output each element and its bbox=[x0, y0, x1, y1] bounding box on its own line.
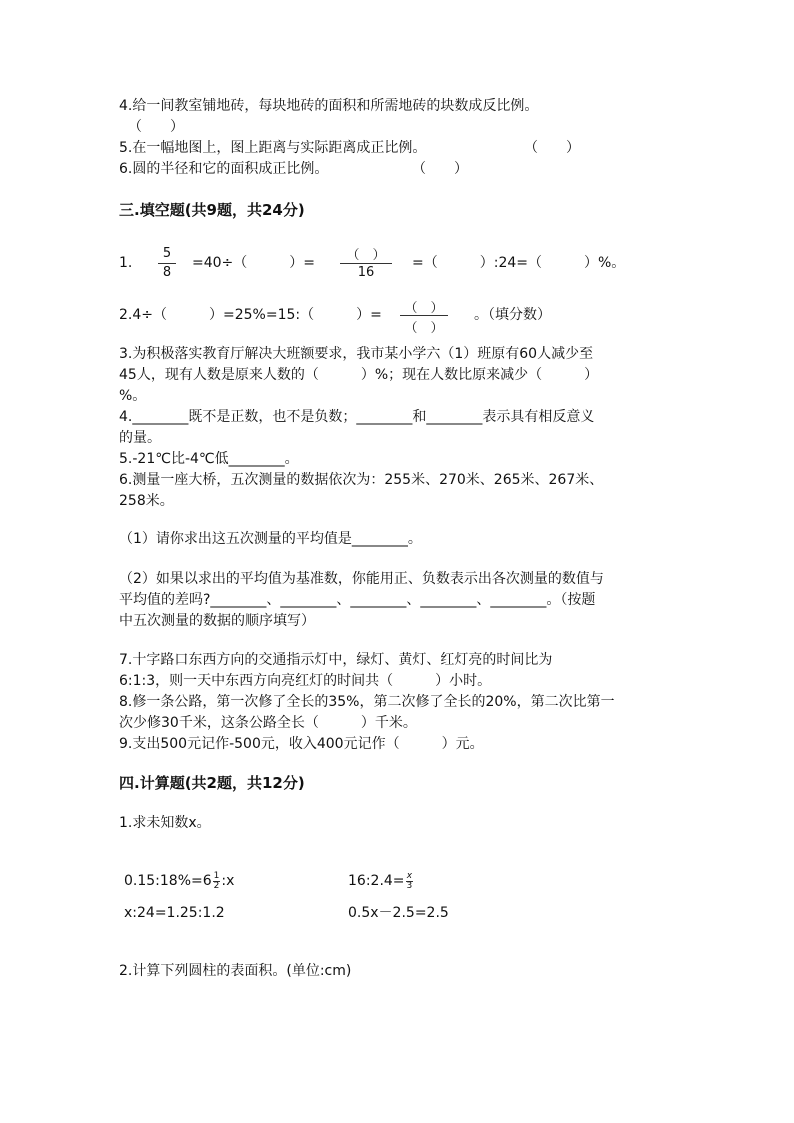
fill-q1-number: 1. bbox=[119, 255, 133, 271]
answer-paren-6: （ ） bbox=[412, 161, 468, 177]
fill-q7-line1: 7.十字路口东西方向的交通指示灯中，绿灯、黄灯、红灯亮的时间比为 bbox=[119, 652, 553, 668]
fill-q4-line1: 4.________既不是正数，也不是负数；________和________表示具有相反意义 bbox=[119, 409, 595, 425]
fill-q2-frac-numerator: （ ） bbox=[404, 301, 444, 316]
question-6-judge: 6.圆的半径和它的面积成正比例。 bbox=[119, 161, 329, 177]
answer-paren-4: （ ） bbox=[128, 119, 184, 135]
fill-q6-sub2-line1: （2）如果以求出的平均值为基准数，你能用正、负数表示出各次测量的数值与 bbox=[119, 571, 604, 587]
fill-q2-part-b: 。（填分数） bbox=[474, 307, 551, 323]
fill-q4-line2: 的量。 bbox=[119, 430, 161, 446]
mixed-fraction bbox=[213, 872, 221, 891]
fraction bbox=[406, 872, 414, 891]
fill-q6-sub2-line2: 平均值的差吗?________、________、________、________、________。（按题 bbox=[119, 592, 596, 608]
fill-q1-frac2-numerator: （ ） bbox=[346, 248, 386, 263]
fill-q1-part-a: =40÷（ ）= bbox=[192, 255, 316, 271]
fill-q6-sub1: （1）请你求出这五次测量的平均值是________。 bbox=[119, 531, 422, 547]
fill-q6-sub2-line3: 中五次测量的数据的顺序填写） bbox=[119, 613, 315, 629]
fill-q1-part-b: =（ ）:24=（ ）%。 bbox=[412, 255, 626, 271]
calc-q1: 1.求未知数x。 bbox=[119, 815, 211, 831]
fill-q8-line2: 次少修30千米，这条公路全长（ ）千米。 bbox=[119, 715, 417, 731]
equation-1-left: 0.15:18%=6 bbox=[124, 873, 212, 889]
section-4-heading: 四.计算题(共2题，共12分) bbox=[119, 774, 305, 792]
equation-4: 0.5x－2.5=2.5 bbox=[348, 905, 449, 921]
equation-2 bbox=[348, 871, 414, 891]
fraction-bar bbox=[400, 315, 448, 316]
fraction-denominator: 2 bbox=[213, 880, 220, 891]
fraction-bar bbox=[158, 263, 176, 264]
fill-q2-frac-denominator: （ ） bbox=[404, 321, 444, 336]
question-4-judge: 4.给一间教室铺地砖，每块地砖的面积和所需地砖的块数成反比例。 bbox=[119, 98, 539, 114]
fill-q3-line1: 3.为积极落实教育厅解决大班额要求，我市某小学六（1）班原有60人减少至 bbox=[119, 346, 594, 362]
calc-q2: 2.计算下列圆柱的表面积。(单位:cm) bbox=[119, 963, 352, 979]
fill-q1-frac-numerator: 5 bbox=[162, 246, 172, 261]
fill-q8-line1: 8.修一条公路，第一次修了全长的35%，第二次修了全长的20%，第二次比第一 bbox=[119, 694, 615, 710]
fraction-bar bbox=[340, 263, 392, 264]
fill-q9: 9.支出500元记作-500元，收入400元记作（ ）元。 bbox=[119, 736, 484, 752]
fill-q5: 5.-21℃比-4℃低________。 bbox=[119, 451, 299, 467]
section-3-heading: 三.填空题(共9题，共24分) bbox=[119, 201, 305, 219]
fill-q6-line2: 258米。 bbox=[119, 493, 174, 509]
fraction-denominator: 3 bbox=[406, 880, 413, 891]
fraction-numerator: 1 bbox=[213, 870, 220, 881]
question-5-judge: 5.在一幅地图上，图上距离与实际距离成正比例。 bbox=[119, 140, 427, 156]
fill-q1-frac-denominator: 8 bbox=[162, 265, 172, 280]
fill-q3-line2: 45人，现有人数是原来人数的（ ）%；现在人数比原来减少（ ） bbox=[119, 367, 599, 383]
fill-q7-line2: 6:1:3，则一天中东西方向亮红灯的时间共（ ）小时。 bbox=[119, 673, 492, 689]
equation-1-right: :x bbox=[221, 873, 235, 889]
equation-3: x:24=1.25:1.2 bbox=[124, 905, 225, 921]
equation-2-left: 16:2.4= bbox=[348, 873, 405, 889]
fill-q1-frac2-denominator: 16 bbox=[357, 265, 375, 280]
fill-q3-line3: %。 bbox=[119, 388, 147, 404]
equation-1 bbox=[124, 871, 234, 891]
fill-q6-line1: 6.测量一座大桥，五次测量的数据依次为：255米、270米、265米、267米、 bbox=[119, 472, 604, 488]
fill-q2-part-a: 2.4÷（ ）=25%=15:（ ）= bbox=[119, 307, 382, 323]
fraction-numerator: x bbox=[406, 870, 413, 881]
answer-paren-5: （ ） bbox=[524, 140, 580, 156]
